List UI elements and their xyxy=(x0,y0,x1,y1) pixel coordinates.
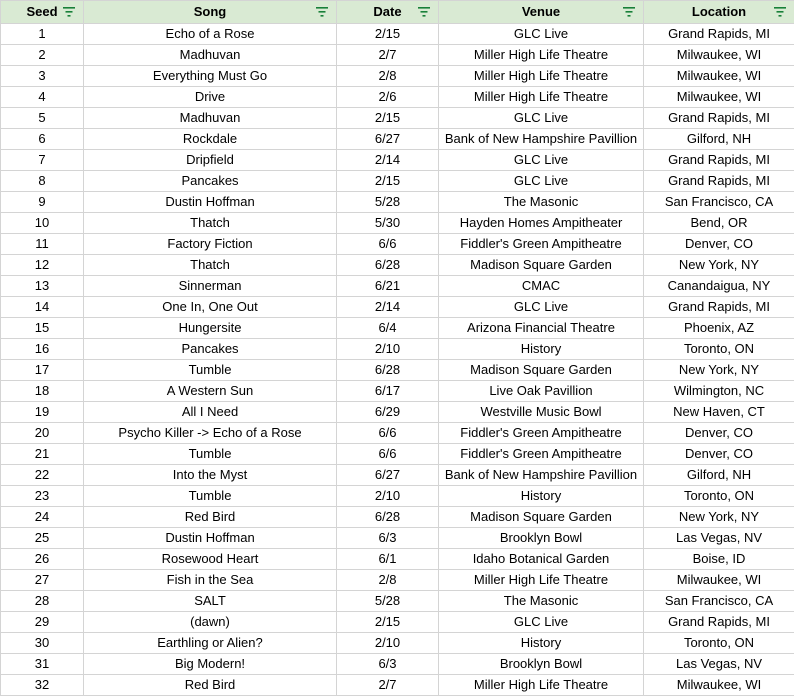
cell-venue[interactable]: Fiddler's Green Ampitheatre xyxy=(439,423,644,444)
cell-location[interactable]: Grand Rapids, MI xyxy=(644,171,794,192)
cell-date[interactable]: 2/6 xyxy=(337,87,439,108)
cell-venue[interactable]: GLC Live xyxy=(439,612,644,633)
table-row xyxy=(1,24,794,45)
cell-song[interactable]: Fish in the Sea xyxy=(84,570,337,591)
cell-seed[interactable]: 29 xyxy=(1,612,84,633)
table-row xyxy=(1,528,794,549)
table-row xyxy=(1,129,794,150)
table-row xyxy=(1,507,794,528)
cell-song[interactable]: Red Bird xyxy=(84,675,337,696)
cell-venue[interactable]: Madison Square Garden xyxy=(439,360,644,381)
header-song-label: Song xyxy=(194,1,227,23)
cell-song[interactable]: Earthling or Alien? xyxy=(84,633,337,654)
cell-location[interactable]: Canandaigua, NY xyxy=(644,276,794,297)
cell-date[interactable]: 2/15 xyxy=(337,108,439,129)
cell-venue[interactable]: The Masonic xyxy=(439,192,644,213)
cell-date[interactable]: 6/3 xyxy=(337,654,439,675)
cell-date[interactable]: 2/14 xyxy=(337,150,439,171)
cell-seed[interactable]: 24 xyxy=(1,507,84,528)
cell-date[interactable]: 2/8 xyxy=(337,570,439,591)
cell-date[interactable]: 6/28 xyxy=(337,507,439,528)
cell-venue[interactable]: Miller High Life Theatre xyxy=(439,87,644,108)
cell-date[interactable]: 2/10 xyxy=(337,486,439,507)
cell-song[interactable]: Thatch xyxy=(84,255,337,276)
cell-venue[interactable]: History xyxy=(439,486,644,507)
cell-location[interactable]: San Francisco, CA xyxy=(644,192,794,213)
cell-location[interactable]: Las Vegas, NV xyxy=(644,528,794,549)
table-row xyxy=(1,255,794,276)
table-row xyxy=(1,591,794,612)
cell-location[interactable]: New York, NY xyxy=(644,255,794,276)
cell-date[interactable]: 6/28 xyxy=(337,255,439,276)
cell-location[interactable]: San Francisco, CA xyxy=(644,591,794,612)
cell-date[interactable]: 6/28 xyxy=(337,360,439,381)
cell-location[interactable]: Milwaukee, WI xyxy=(644,66,794,87)
cell-location[interactable]: Wilmington, NC xyxy=(644,381,794,402)
cell-location[interactable]: Toronto, ON xyxy=(644,339,794,360)
cell-location[interactable]: New Haven, CT xyxy=(644,402,794,423)
header-location-label: Location xyxy=(692,1,746,23)
cell-date[interactable]: 6/21 xyxy=(337,276,439,297)
header-date-label: Date xyxy=(373,1,401,23)
cell-location[interactable]: Toronto, ON xyxy=(644,486,794,507)
cell-song[interactable]: Tumble xyxy=(84,486,337,507)
cell-date[interactable]: 2/7 xyxy=(337,675,439,696)
cell-song[interactable]: Rosewood Heart xyxy=(84,549,337,570)
header-venue[interactable] xyxy=(439,1,644,24)
cell-date[interactable]: 6/27 xyxy=(337,465,439,486)
table-row xyxy=(1,276,794,297)
cell-venue[interactable]: Brooklyn Bowl xyxy=(439,528,644,549)
filter-icon[interactable] xyxy=(774,7,786,17)
cell-seed[interactable]: 31 xyxy=(1,654,84,675)
cell-song[interactable]: Hungersite xyxy=(84,318,337,339)
cell-location[interactable]: Milwaukee, WI xyxy=(644,675,794,696)
filter-icon[interactable] xyxy=(63,7,75,17)
table-row xyxy=(1,570,794,591)
cell-date[interactable]: 6/6 xyxy=(337,234,439,255)
cell-location[interactable]: Grand Rapids, MI xyxy=(644,108,794,129)
cell-date[interactable]: 6/3 xyxy=(337,528,439,549)
cell-location[interactable]: Gilford, NH xyxy=(644,465,794,486)
cell-location[interactable]: Grand Rapids, MI xyxy=(644,24,794,45)
cell-song[interactable]: Into the Myst xyxy=(84,465,337,486)
table-row xyxy=(1,318,794,339)
cell-song[interactable]: Madhuvan xyxy=(84,108,337,129)
cell-seed[interactable]: 8 xyxy=(1,171,84,192)
cell-seed[interactable]: 1 xyxy=(1,24,84,45)
cell-seed[interactable]: 30 xyxy=(1,633,84,654)
cell-venue[interactable]: Fiddler's Green Ampitheatre xyxy=(439,234,644,255)
cell-venue[interactable]: GLC Live xyxy=(439,24,644,45)
cell-venue[interactable]: Madison Square Garden xyxy=(439,255,644,276)
cell-song[interactable]: Sinnerman xyxy=(84,276,337,297)
filter-icon[interactable] xyxy=(418,7,430,17)
cell-location[interactable]: Las Vegas, NV xyxy=(644,654,794,675)
cell-song[interactable]: Tumble xyxy=(84,444,337,465)
cell-venue[interactable]: GLC Live xyxy=(439,297,644,318)
table-row xyxy=(1,108,794,129)
cell-seed[interactable]: 28 xyxy=(1,591,84,612)
cell-date[interactable]: 2/7 xyxy=(337,45,439,66)
header-song[interactable] xyxy=(84,1,337,24)
table-body xyxy=(1,24,794,696)
table-row xyxy=(1,66,794,87)
cell-location[interactable]: Milwaukee, WI xyxy=(644,570,794,591)
cell-seed[interactable]: 12 xyxy=(1,255,84,276)
cell-location[interactable]: Denver, CO xyxy=(644,444,794,465)
cell-song[interactable]: Pancakes xyxy=(84,171,337,192)
cell-seed[interactable]: 18 xyxy=(1,381,84,402)
cell-song[interactable]: Madhuvan xyxy=(84,45,337,66)
cell-location[interactable]: Denver, CO xyxy=(644,234,794,255)
cell-date[interactable]: 6/17 xyxy=(337,381,439,402)
header-row-group xyxy=(1,1,794,24)
cell-seed[interactable]: 26 xyxy=(1,549,84,570)
cell-date[interactable]: 6/27 xyxy=(337,129,439,150)
cell-location[interactable]: New York, NY xyxy=(644,507,794,528)
cell-date[interactable]: 5/30 xyxy=(337,213,439,234)
header-seed[interactable] xyxy=(1,1,84,24)
cell-date[interactable]: 6/1 xyxy=(337,549,439,570)
header-venue-label: Venue xyxy=(522,1,560,23)
table-row xyxy=(1,549,794,570)
cell-location[interactable]: Phoenix, AZ xyxy=(644,318,794,339)
cell-venue[interactable]: Westville Music Bowl xyxy=(439,402,644,423)
cell-song[interactable]: A Western Sun xyxy=(84,381,337,402)
cell-seed[interactable]: 7 xyxy=(1,150,84,171)
cell-song[interactable]: Psycho Killer -> Echo of a Rose xyxy=(84,423,337,444)
cell-location[interactable]: Toronto, ON xyxy=(644,633,794,654)
cell-seed[interactable]: 11 xyxy=(1,234,84,255)
cell-location[interactable]: Milwaukee, WI xyxy=(644,45,794,66)
filter-icon[interactable] xyxy=(316,7,328,17)
cell-song[interactable]: Drive xyxy=(84,87,337,108)
table-row xyxy=(1,486,794,507)
table-row xyxy=(1,192,794,213)
cell-song[interactable]: (dawn) xyxy=(84,612,337,633)
cell-song[interactable]: Dustin Hoffman xyxy=(84,528,337,549)
cell-song[interactable]: Dustin Hoffman xyxy=(84,192,337,213)
cell-date[interactable]: 2/15 xyxy=(337,171,439,192)
cell-date[interactable]: 6/4 xyxy=(337,318,439,339)
table-row xyxy=(1,402,794,423)
cell-venue[interactable]: History xyxy=(439,633,644,654)
cell-date[interactable]: 2/10 xyxy=(337,339,439,360)
cell-location[interactable]: Grand Rapids, MI xyxy=(644,612,794,633)
header-date[interactable] xyxy=(337,1,439,24)
cell-song[interactable]: Factory Fiction xyxy=(84,234,337,255)
cell-venue[interactable]: Miller High Life Theatre xyxy=(439,675,644,696)
cell-seed[interactable]: 25 xyxy=(1,528,84,549)
cell-seed[interactable]: 6 xyxy=(1,129,84,150)
cell-date[interactable]: 6/29 xyxy=(337,402,439,423)
table-row xyxy=(1,213,794,234)
cell-venue[interactable]: Madison Square Garden xyxy=(439,507,644,528)
cell-date[interactable]: 5/28 xyxy=(337,591,439,612)
cell-venue[interactable]: Bank of New Hampshire Pavillion xyxy=(439,129,644,150)
cell-seed[interactable]: 20 xyxy=(1,423,84,444)
table-row xyxy=(1,381,794,402)
cell-location[interactable]: Boise, ID xyxy=(644,549,794,570)
cell-song[interactable]: Thatch xyxy=(84,213,337,234)
cell-location[interactable]: Gilford, NH xyxy=(644,129,794,150)
table-row xyxy=(1,339,794,360)
table-row xyxy=(1,150,794,171)
cell-location[interactable]: Bend, OR xyxy=(644,213,794,234)
cell-song[interactable]: Dripfield xyxy=(84,150,337,171)
cell-venue[interactable]: Miller High Life Theatre xyxy=(439,66,644,87)
cell-seed[interactable]: 19 xyxy=(1,402,84,423)
cell-seed[interactable]: 21 xyxy=(1,444,84,465)
table-row xyxy=(1,654,794,675)
cell-seed[interactable]: 32 xyxy=(1,675,84,696)
cell-venue[interactable]: Bank of New Hampshire Pavillion xyxy=(439,465,644,486)
cell-location[interactable]: New York, NY xyxy=(644,360,794,381)
header-location[interactable] xyxy=(644,1,794,24)
cell-date[interactable]: 2/8 xyxy=(337,66,439,87)
table-row xyxy=(1,465,794,486)
table-row xyxy=(1,45,794,66)
cell-location[interactable]: Grand Rapids, MI xyxy=(644,297,794,318)
table-row xyxy=(1,234,794,255)
cell-date[interactable]: 5/28 xyxy=(337,192,439,213)
cell-venue[interactable]: GLC Live xyxy=(439,171,644,192)
cell-venue[interactable]: GLC Live xyxy=(439,150,644,171)
cell-seed[interactable]: 17 xyxy=(1,360,84,381)
table-row xyxy=(1,360,794,381)
cell-song[interactable]: Echo of a Rose xyxy=(84,24,337,45)
cell-seed[interactable]: 14 xyxy=(1,297,84,318)
header-seed-label: Seed xyxy=(26,1,57,23)
cell-venue[interactable]: Miller High Life Theatre xyxy=(439,570,644,591)
cell-location[interactable]: Milwaukee, WI xyxy=(644,87,794,108)
cell-location[interactable]: Denver, CO xyxy=(644,423,794,444)
cell-venue[interactable]: Live Oak Pavillion xyxy=(439,381,644,402)
cell-song[interactable]: Pancakes xyxy=(84,339,337,360)
header-row xyxy=(1,1,794,24)
cell-venue[interactable]: Fiddler's Green Ampitheatre xyxy=(439,444,644,465)
cell-date[interactable]: 6/6 xyxy=(337,444,439,465)
table-row xyxy=(1,612,794,633)
table-row xyxy=(1,444,794,465)
cell-date[interactable]: 2/15 xyxy=(337,612,439,633)
cell-seed[interactable]: 13 xyxy=(1,276,84,297)
cell-seed[interactable]: 23 xyxy=(1,486,84,507)
cell-seed[interactable]: 16 xyxy=(1,339,84,360)
cell-venue[interactable]: CMAC xyxy=(439,276,644,297)
cell-seed[interactable]: 9 xyxy=(1,192,84,213)
cell-date[interactable]: 2/15 xyxy=(337,24,439,45)
table-row xyxy=(1,297,794,318)
cell-date[interactable]: 2/10 xyxy=(337,633,439,654)
cell-song[interactable]: Big Modern! xyxy=(84,654,337,675)
cell-date[interactable]: 6/6 xyxy=(337,423,439,444)
cell-venue[interactable]: Idaho Botanical Garden xyxy=(439,549,644,570)
table-row xyxy=(1,633,794,654)
cell-venue[interactable]: The Masonic xyxy=(439,591,644,612)
cell-song[interactable]: One In, One Out xyxy=(84,297,337,318)
cell-venue[interactable]: Brooklyn Bowl xyxy=(439,654,644,675)
cell-date[interactable]: 2/14 xyxy=(337,297,439,318)
cell-seed[interactable]: 15 xyxy=(1,318,84,339)
cell-seed[interactable]: 5 xyxy=(1,108,84,129)
cell-venue[interactable]: Miller High Life Theatre xyxy=(439,45,644,66)
table-row xyxy=(1,423,794,444)
cell-song[interactable]: Rockdale xyxy=(84,129,337,150)
cell-song[interactable]: Red Bird xyxy=(84,507,337,528)
cell-song[interactable]: All I Need xyxy=(84,402,337,423)
cell-seed[interactable]: 3 xyxy=(1,66,84,87)
cell-seed[interactable]: 4 xyxy=(1,87,84,108)
table-row xyxy=(1,675,794,696)
cell-venue[interactable]: Arizona Financial Theatre xyxy=(439,318,644,339)
cell-song[interactable]: Tumble xyxy=(84,360,337,381)
filter-icon[interactable] xyxy=(623,7,635,17)
cell-venue[interactable]: GLC Live xyxy=(439,108,644,129)
cell-venue[interactable]: Hayden Homes Ampitheater xyxy=(439,213,644,234)
table-row xyxy=(1,87,794,108)
cell-song[interactable]: SALT xyxy=(84,591,337,612)
table-row xyxy=(1,171,794,192)
cell-seed[interactable]: 27 xyxy=(1,570,84,591)
cell-venue[interactable]: History xyxy=(439,339,644,360)
cell-seed[interactable]: 10 xyxy=(1,213,84,234)
cell-location[interactable]: Grand Rapids, MI xyxy=(644,150,794,171)
cell-seed[interactable]: 22 xyxy=(1,465,84,486)
cell-song[interactable]: Everything Must Go xyxy=(84,66,337,87)
cell-seed[interactable]: 2 xyxy=(1,45,84,66)
